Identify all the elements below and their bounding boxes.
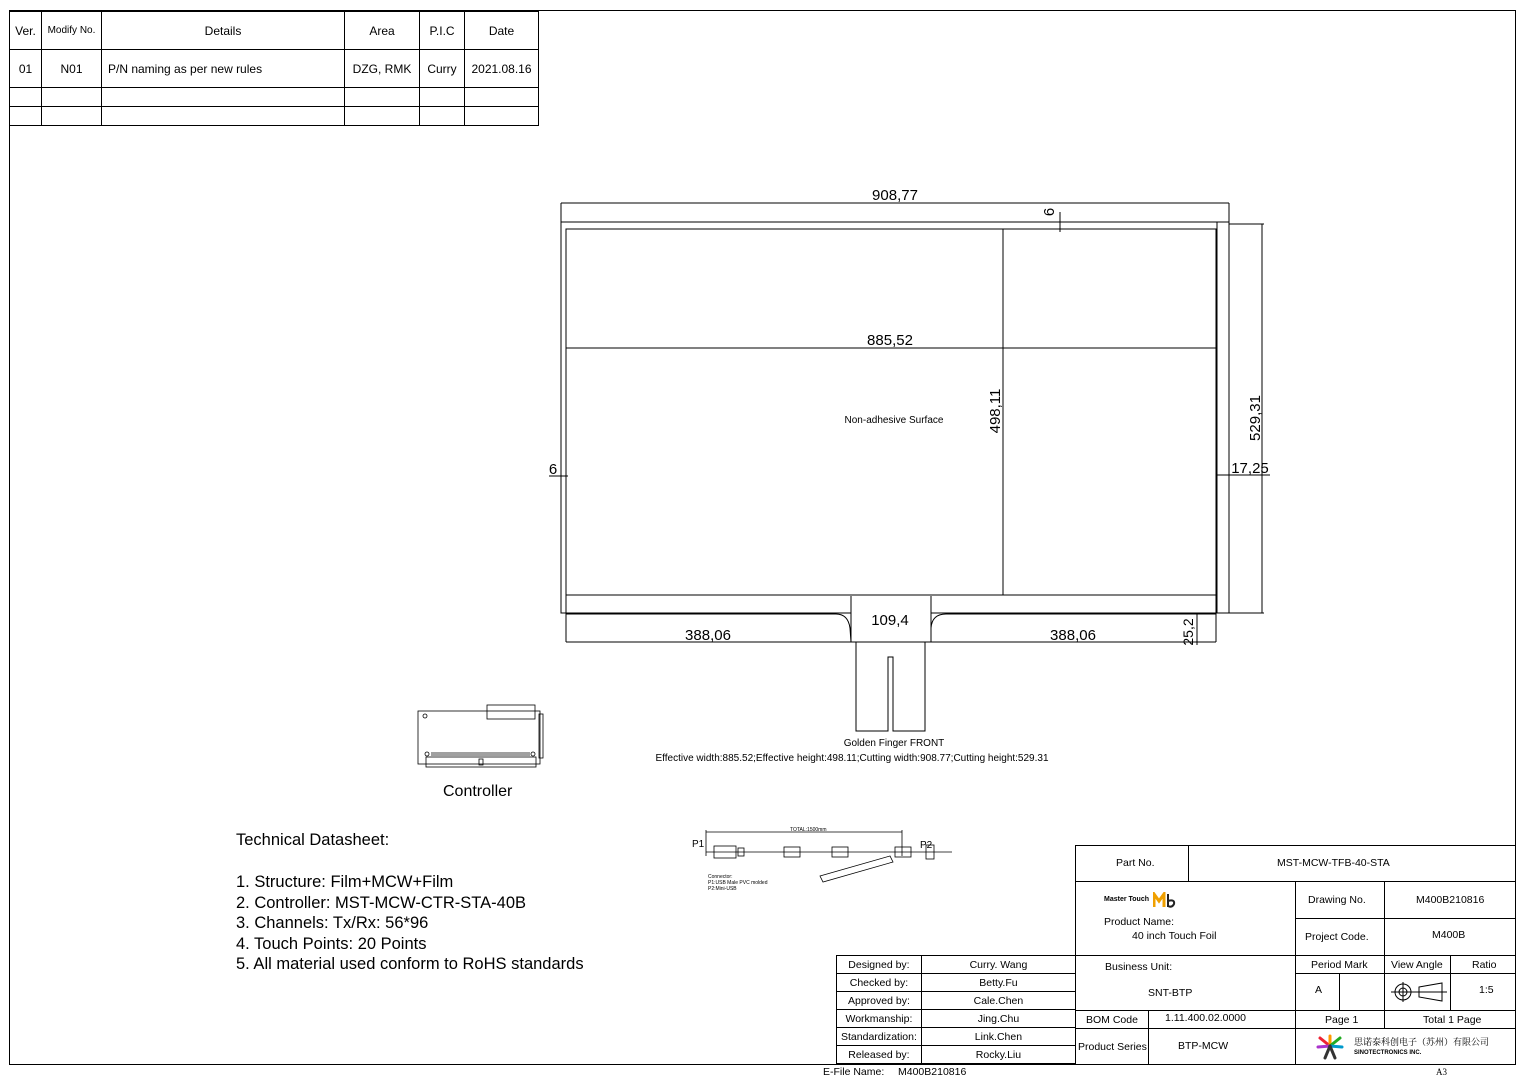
signature-row — [837, 1028, 1076, 1046]
drawing-no-label: Drawing No. — [1308, 894, 1366, 906]
brand-logo-text: Master Touch — [1104, 896, 1149, 903]
signature-row — [837, 992, 1076, 1010]
bom-code-label: BOM Code — [1086, 1014, 1138, 1026]
company-name-cn: 思诺泰科创电子（苏州）有限公司 — [1354, 1038, 1490, 1048]
dimension-summary: Effective width:885.52;Effective height:498.11;Cutting width:908.77;Cutting height:529.31 — [655, 753, 1049, 764]
cable-total: TOTAL:1500mm — [790, 827, 827, 833]
dim-cutting-width: 908,77 — [872, 187, 918, 204]
rev-header-area: Area — [345, 12, 420, 50]
rev-header-modify: Modify No. — [42, 12, 102, 50]
period-mark: A — [1315, 984, 1323, 996]
signature-row — [837, 1046, 1076, 1064]
signature-name: Cale.Chen — [921, 992, 1075, 1010]
product-name-label: Product Name: — [1104, 916, 1175, 928]
projection-symbol-icon — [1390, 981, 1448, 1003]
cable-p1: P1 — [692, 839, 705, 850]
signature-row — [837, 974, 1076, 992]
sheet-size: A3 — [1436, 1067, 1447, 1077]
signature-role: Standardization: — [837, 1028, 922, 1046]
rev-header-details: Details — [102, 12, 345, 50]
dim-effective-height: 498,11 — [987, 388, 1004, 434]
datasheet-item: 5. All material used conform to RoHS standards — [236, 955, 584, 974]
datasheet-item: 4. Touch Points: 20 Points — [236, 934, 427, 953]
datasheet-item: 3. Channels: Tx/Rx: 56*96 — [236, 914, 429, 933]
ratio-label: Ratio — [1472, 959, 1497, 971]
rev-cell-area: DZG, RMK — [345, 50, 420, 88]
product-series-label: Product Series — [1078, 1041, 1147, 1053]
signature-row — [837, 1010, 1076, 1028]
dim-bottom-left: 388,06 — [685, 627, 731, 644]
signature-name: Rocky.Liu — [921, 1046, 1075, 1064]
signature-name: Link.Chen — [921, 1028, 1075, 1046]
cable-note: P2:Mini-USB — [708, 886, 737, 892]
company-logo-icon — [1316, 1034, 1344, 1062]
rev-header-pic: P.I.C — [420, 12, 465, 50]
signature-role: Released by: — [837, 1046, 922, 1064]
brand-logo-icon — [1153, 892, 1177, 908]
ratio-value: 1:5 — [1479, 984, 1494, 996]
view-angle-label: View Angle — [1391, 959, 1443, 971]
rev-cell-ver: 01 — [10, 50, 42, 88]
signature-row — [837, 956, 1076, 974]
cable-p2: P2 — [920, 840, 933, 851]
dim-cutting-height: 529,31 — [1247, 395, 1264, 441]
efile-label: E-File Name: — [823, 1066, 885, 1078]
rev-header-date: Date — [465, 12, 539, 50]
datasheet-item: 2. Controller: MST-MCW-CTR-STA-40B — [236, 893, 527, 912]
dim-bottom-right: 388,06 — [1050, 627, 1096, 644]
drawing-no: M400B210816 — [1416, 894, 1485, 906]
datasheet-title: Technical Datasheet: — [236, 831, 390, 849]
project-code: M400B — [1432, 929, 1466, 941]
dim-tail-width: 109,4 — [871, 612, 909, 629]
product-name: 40 inch Touch Foil — [1132, 930, 1217, 942]
signature-role: Checked by: — [837, 974, 922, 992]
dim-right-margin: 17,25 — [1231, 460, 1269, 477]
page-number: Page 1 — [1325, 1014, 1359, 1026]
period-mark-label: Period Mark — [1311, 959, 1368, 971]
signature-role: Workmanship: — [837, 1010, 922, 1028]
rev-cell-pic: Curry — [420, 50, 465, 88]
datasheet-item: 1. Structure: Film+MCW+Film — [236, 873, 454, 891]
signature-name: Jing.Chu — [921, 1010, 1075, 1028]
cable-note: Connector: — [708, 874, 733, 880]
product-series: BTP-MCW — [1178, 1040, 1229, 1052]
company-name-en: SINOTECTRONICS INC. — [1354, 1050, 1422, 1056]
bom-code: 1.11.400.02.0000 — [1165, 1012, 1246, 1024]
business-unit: SNT-BTP — [1148, 987, 1193, 999]
dim-left-margin: 6 — [548, 461, 558, 478]
tail-label: Golden Finger FRONT — [843, 738, 945, 749]
surface-label: Non-adhesive Surface — [844, 415, 944, 426]
rev-cell-details: P/N naming as per new rules — [102, 50, 345, 88]
signature-table — [836, 955, 1076, 1064]
rev-cell-modify: N01 — [42, 50, 102, 88]
dim-top-margin: 6 — [1041, 207, 1058, 217]
dim-effective-width: 885,52 — [867, 332, 913, 349]
datasheet-list — [236, 872, 584, 975]
signature-name: Curry. Wang — [921, 956, 1075, 974]
controller-label: Controller — [443, 783, 513, 800]
business-unit-label: Business Unit: — [1105, 961, 1173, 973]
project-code-label: Project Code. — [1305, 931, 1369, 943]
part-no-label: Part No. — [1116, 857, 1155, 869]
signature-name: Betty.Fu — [921, 974, 1075, 992]
rev-header-ver: Ver. — [10, 12, 42, 50]
usb-cable-drawing — [690, 826, 955, 894]
controller-board-drawing — [415, 702, 545, 772]
dim-bottom-margin: 25,2 — [1180, 618, 1196, 646]
rev-cell-date: 2021.08.16 — [465, 50, 539, 88]
cable-note: P1:USB Male PVC molded — [708, 880, 768, 886]
part-no: MST-MCW-TFB-40-STA — [1277, 857, 1390, 869]
cutting-outline — [561, 203, 1229, 613]
effective-area — [566, 229, 1216, 595]
total-pages: Total 1 Page — [1423, 1014, 1482, 1026]
signature-role: Designed by: — [837, 956, 922, 974]
efile-value: M400B210816 — [898, 1066, 967, 1078]
signature-role: Approved by: — [837, 992, 922, 1010]
